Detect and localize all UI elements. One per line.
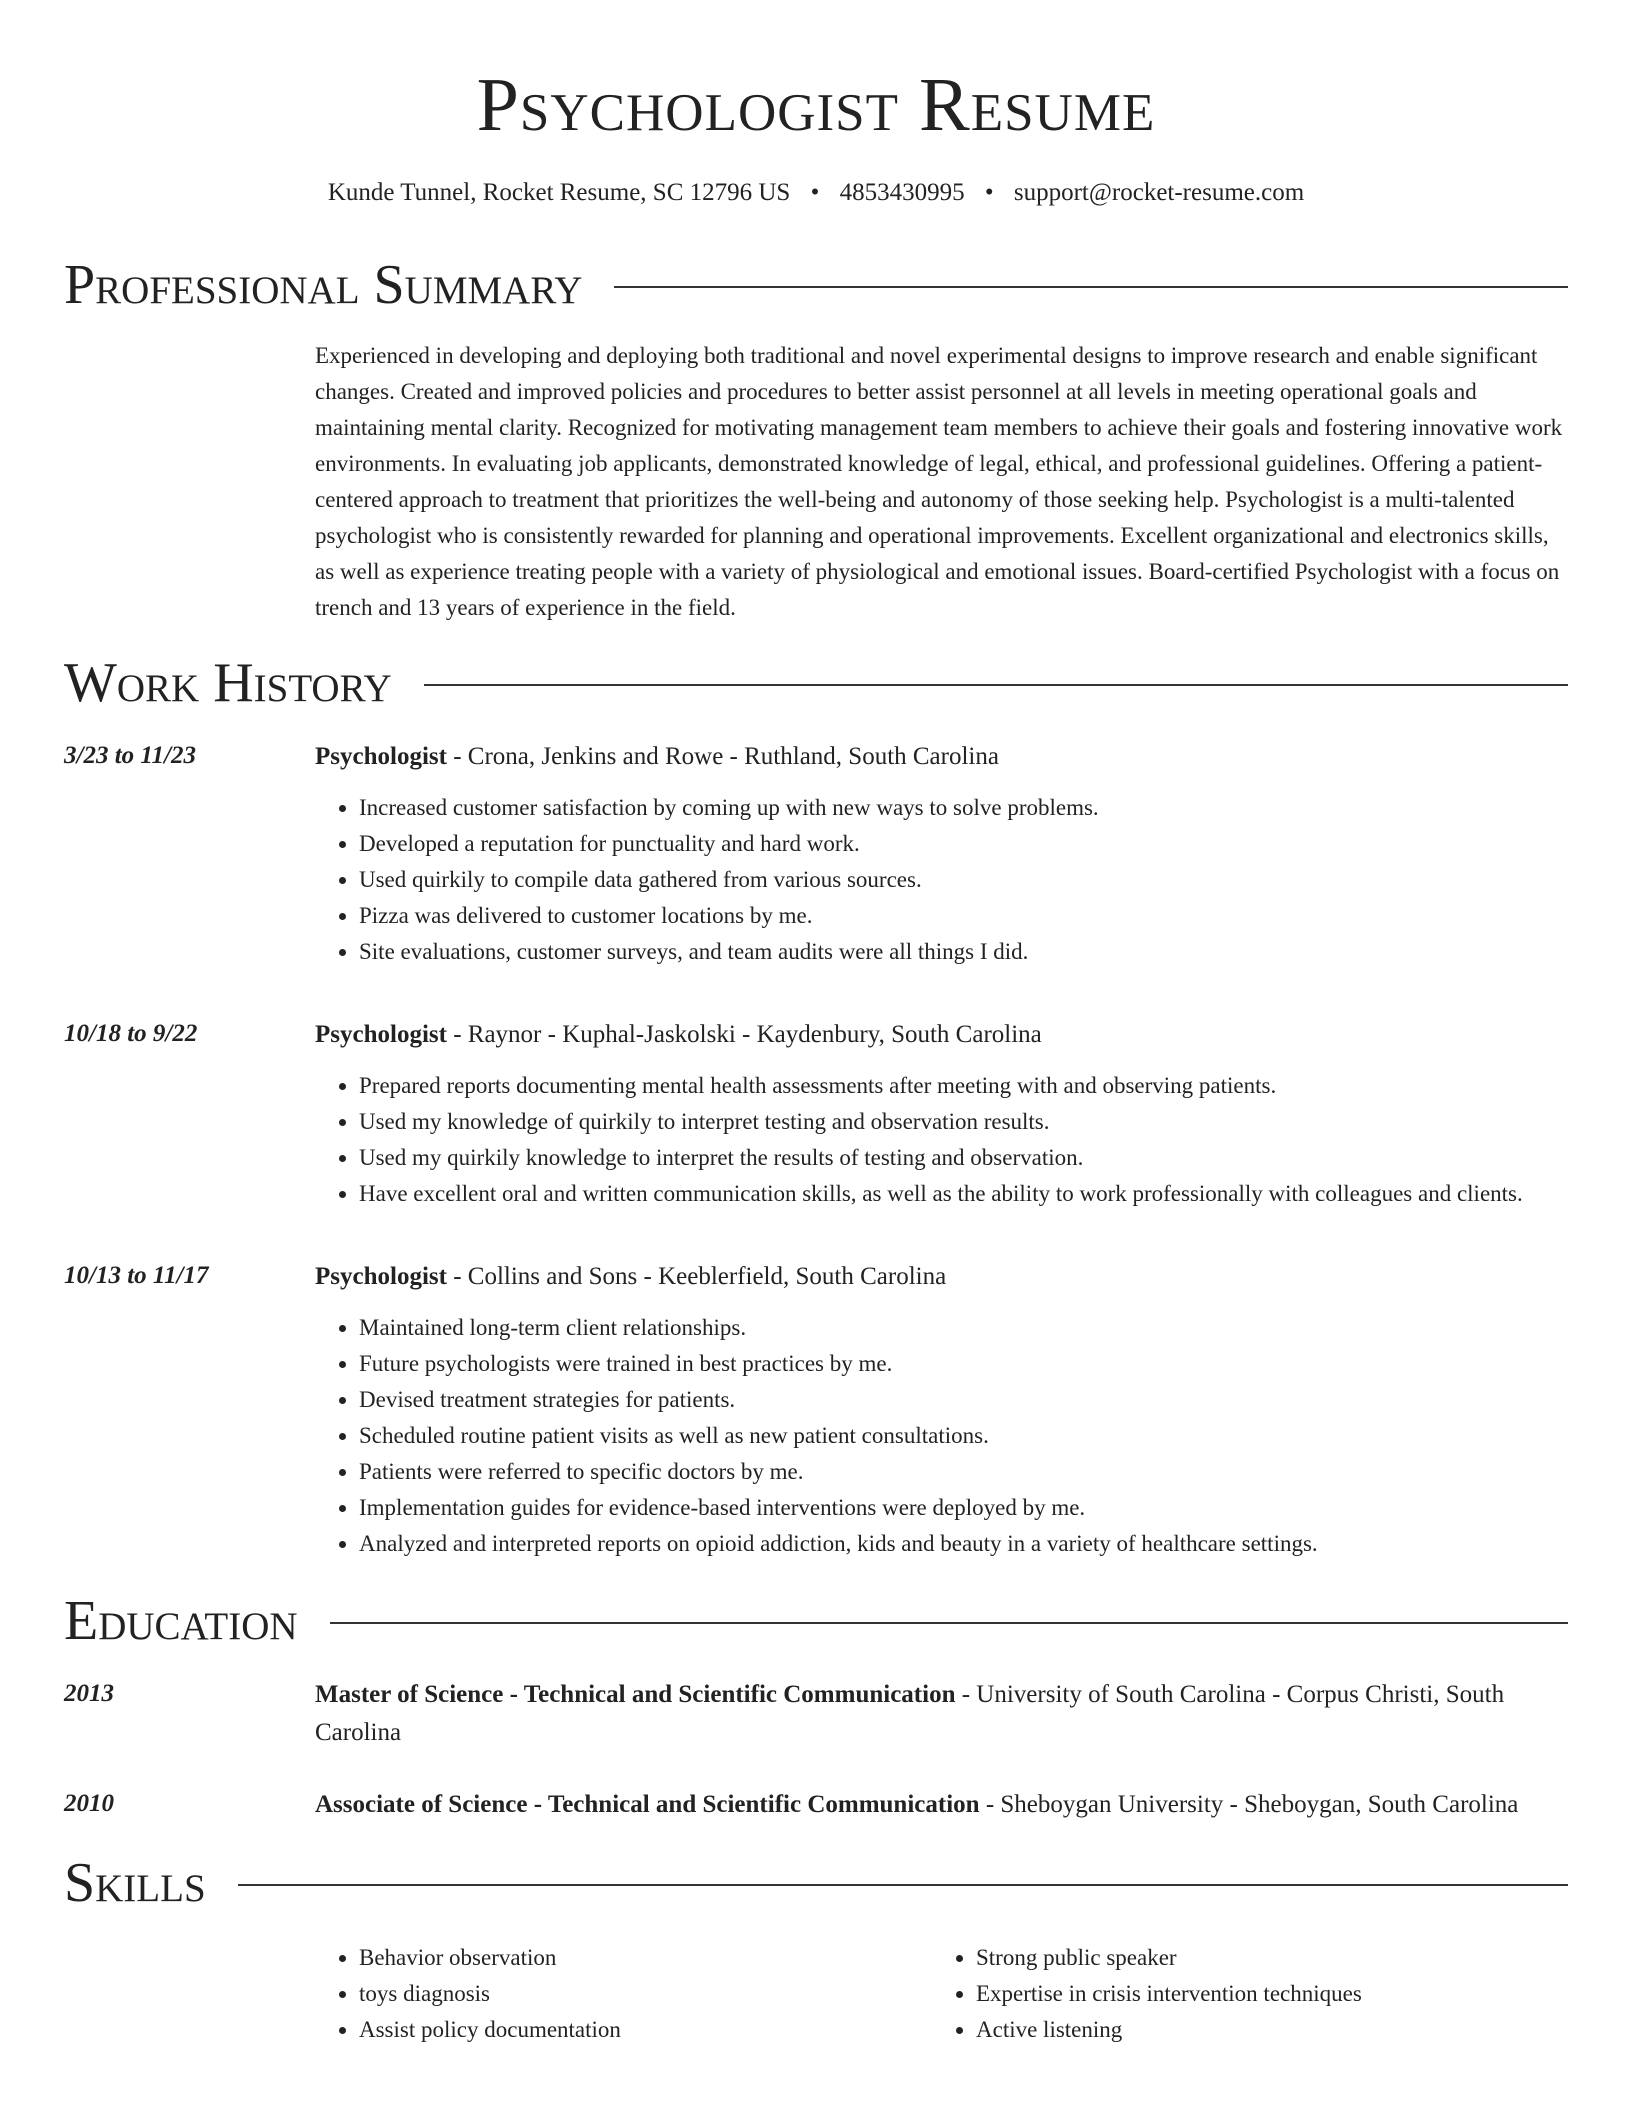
list-item: • Implementation guides for evidence-based interventions were deployed by me.	[359, 1490, 1568, 1526]
education-heading-line	[315, 1676, 1568, 1752]
contact-separator: •	[984, 179, 994, 206]
job-body	[315, 1258, 1568, 1562]
job-body	[315, 738, 1568, 970]
list-item: • Devised treatment strategies for patients.	[359, 1382, 1568, 1418]
education-degree: Associate of Science - Technical and Scientific Communication	[315, 1791, 980, 1818]
list-item: • Increased customer satisfaction by coming up with new ways to solve problems.	[359, 790, 1568, 826]
list-item: • Used my knowledge of quirkily to interpret testing and observation results.	[359, 1104, 1568, 1140]
list-item: • Prepared reports documenting mental health assessments after meeting with and observing patients.	[359, 1068, 1568, 1104]
page-title: Psychologist Resume	[476, 63, 1156, 147]
list-item: • Scheduled routine patient visits as well as new patient consultations.	[359, 1418, 1568, 1454]
skill-item: • Strong public speaker	[976, 1940, 1549, 1976]
contact-phone: 4853430995	[839, 179, 965, 206]
skill-item: • Behavior observation	[359, 1940, 932, 1976]
skills-heading: Skills	[64, 1852, 206, 1914]
education-section-header	[64, 1590, 1568, 1652]
job-entry	[64, 1258, 1568, 1562]
list-item: • Used my quirkily knowledge to interpret the results of testing and observation.	[359, 1140, 1568, 1176]
contact-address: Kunde Tunnel, Rocket Resume, SC 12796 US	[327, 179, 791, 206]
list-item: • Have excellent oral and written communication skills, as well as the ability to work professionally with colleagues and clients.	[359, 1176, 1568, 1212]
skill-item: • Expertise in crisis intervention techniques	[976, 1976, 1549, 2012]
skill-item: • Active listening	[976, 2012, 1549, 2048]
job-heading	[315, 738, 1568, 776]
contact-email: support@rocket-resume.com	[1013, 179, 1305, 206]
skill-item: • Assist policy documentation	[359, 2012, 932, 2048]
job-dates: 10/13 to 11/17	[64, 1262, 209, 1289]
job-title: Psychologist	[315, 743, 447, 770]
job-dates: 10/18 to 9/22	[64, 1020, 198, 1047]
education-entry	[64, 1786, 1568, 1824]
list-item: • Pizza was delivered to customer locations by me.	[359, 898, 1568, 934]
education-entry	[64, 1676, 1568, 1752]
education-year: 2010	[64, 1790, 114, 1817]
work-section-header	[64, 652, 1568, 714]
summary-heading: Professional Summary	[64, 254, 583, 316]
work-heading: Work History	[64, 652, 392, 714]
summary-section-header	[64, 254, 1568, 316]
list-item: • Site evaluations, customer surveys, and team audits were all things I did.	[359, 934, 1568, 970]
job-details: - Collins and Sons - Keeblerfield, South Carolina	[446, 1263, 947, 1290]
list-item: • Used quirkily to compile data gathered from various sources.	[359, 862, 1568, 898]
education-details: - Sheboygan University - Sheboygan, South Carolina	[979, 1791, 1519, 1818]
section-divider	[424, 684, 1568, 686]
job-title: Psychologist	[315, 1263, 447, 1290]
education-heading: Education	[64, 1590, 298, 1652]
summary-text: Experienced in developing and deploying both traditional and novel experimental designs to improve research and enable significant changes. Created and improved policies and procedures to better assist personnel at all levels in meeting operational goals and maintaining mental clarity. Recognized for motivating management team members to achieve their goals and fostering innovative work environments. In evaluating job applicants, demonstrated knowledge of legal, ethical, and professional guidelines. Offering a patient-centered approach to treatment that prioritizes the well-being and autonomy of those seeking help. Psychologist is a multi-talented psychologist who is consistently rewarded for planning and operational improvements. Excellent organizational and electronics skills, as well as experience treating people with a variety of physiological and emotional issues. Board-certified Psychologist with a focus on trench and 13 years of experience in the field.	[315, 343, 1563, 620]
skill-item: • toys diagnosis	[359, 1976, 932, 2012]
list-item: • Developed a reputation for punctuality and hard work.	[359, 826, 1568, 862]
contact-line	[64, 178, 1568, 208]
job-title: Psychologist	[315, 1021, 447, 1048]
resume-page	[64, 0, 1568, 2048]
section-divider	[238, 1884, 1568, 1886]
education-year: 2013	[64, 1680, 114, 1707]
job-body	[315, 1016, 1568, 1212]
list-item: • Analyzed and interpreted reports on opioid addiction, kids and beauty in a variety of healthcare settings.	[359, 1526, 1568, 1562]
contact-separator: •	[810, 179, 820, 206]
section-divider	[330, 1622, 1568, 1624]
skills-list	[315, 1940, 1568, 2048]
skills-column-right	[932, 1940, 1549, 2048]
education-details: - University of South Carolina - Corpus Christi, South Carolina	[315, 1681, 1505, 1746]
section-divider	[614, 286, 1568, 288]
education-degree: Master of Science - Technical and Scientific Communication	[315, 1681, 956, 1708]
job-heading	[315, 1258, 1568, 1296]
list-item: • Future psychologists were trained in best practices by me.	[359, 1346, 1568, 1382]
job-entry	[64, 738, 1568, 970]
job-heading	[315, 1016, 1568, 1054]
skills-column-left	[315, 1940, 932, 2048]
job-details: - Crona, Jenkins and Rowe - Ruthland, South Carolina	[446, 743, 999, 770]
job-dates: 3/23 to 11/23	[64, 742, 196, 769]
job-bullets	[315, 1068, 1568, 1212]
list-item: • Maintained long-term client relationships.	[359, 1310, 1568, 1346]
skills-section-header	[64, 1852, 1568, 1914]
job-details: - Raynor - Kuphal-Jaskolski - Kaydenbury, South Carolina	[446, 1021, 1042, 1048]
job-bullets	[315, 1310, 1568, 1562]
job-bullets	[315, 790, 1568, 970]
job-entry	[64, 1016, 1568, 1212]
list-item: • Patients were referred to specific doctors by me.	[359, 1454, 1568, 1490]
education-heading-line	[315, 1786, 1568, 1824]
